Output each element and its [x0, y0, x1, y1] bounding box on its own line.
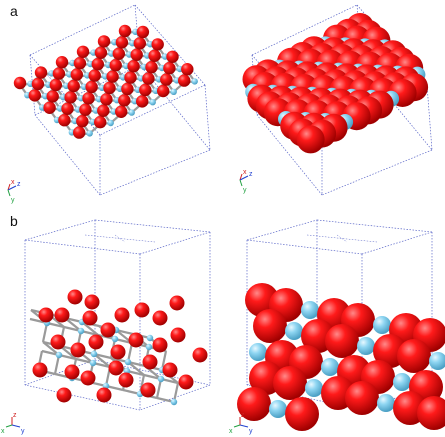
metal-atom [305, 379, 323, 397]
axis-triads [1, 169, 253, 435]
metal-atom [377, 394, 395, 412]
oxygen-atom [179, 375, 194, 390]
oxygen-atom [33, 363, 48, 378]
metal-atom [146, 344, 152, 350]
oxygen-atom [68, 80, 80, 92]
cell-edge [100, 150, 210, 195]
axis-label: y [11, 197, 15, 204]
oxygen-atom [181, 63, 193, 75]
cell-edge [337, 235, 347, 242]
cell-edge [322, 150, 432, 195]
oxygen-atom [273, 366, 307, 400]
cell-edge [247, 220, 317, 240]
axis-label: x [1, 428, 5, 435]
oxygen-atom [119, 373, 134, 388]
metal-atom [147, 335, 153, 341]
cell-edge [25, 220, 95, 240]
metal-atom [78, 328, 84, 334]
metal-atom [90, 360, 96, 366]
oxygen-atom [89, 69, 101, 81]
oxygen-atom [118, 94, 130, 106]
oxygen-atom [57, 388, 72, 403]
axis-label: x [11, 179, 15, 186]
oxygen-atom [111, 345, 126, 360]
axis-label: y [249, 428, 253, 435]
cell-edge [317, 220, 432, 232]
metal-atom [158, 376, 164, 382]
oxygen-atom [47, 90, 59, 102]
oxygen-atom [253, 309, 287, 343]
metal-atom [249, 343, 267, 361]
oxygen-atom [152, 38, 164, 50]
cell-edge [115, 235, 125, 242]
oxygen-atom [171, 328, 186, 343]
oxygen-atom [121, 83, 133, 95]
oxygen-atom [76, 115, 88, 127]
metal-atom [87, 130, 93, 136]
metal-atom [429, 352, 445, 370]
oxygen-atom [137, 26, 149, 38]
cell-edge [247, 240, 362, 254]
oxygen-atom [85, 295, 100, 310]
oxygen-atom [68, 290, 83, 305]
axis-label: z [17, 181, 21, 188]
metal-atom [91, 351, 97, 357]
cell-edge [95, 220, 210, 232]
oxygen-atom [39, 308, 54, 323]
oxygen-atom [43, 102, 55, 114]
metal-atom [171, 89, 177, 95]
oxygen-atom [113, 48, 125, 60]
oxygen-atom [297, 125, 325, 153]
oxygen-atom [141, 383, 156, 398]
metal-atom [125, 359, 131, 365]
oxygen-atom [97, 105, 109, 117]
metal-atom [393, 373, 411, 391]
oxygen-atom [325, 324, 359, 358]
oxygen-atom [153, 338, 168, 353]
oxygen-atom [142, 72, 154, 84]
oxygen-atom [61, 103, 73, 115]
oxygen-atom [81, 371, 96, 386]
oxygen-atom [166, 51, 178, 63]
oxygen-atom [79, 104, 91, 116]
metal-atom [357, 337, 375, 355]
metal-atom [285, 322, 303, 340]
axis-label: z [249, 171, 253, 178]
metal-atom [56, 352, 62, 358]
metal-atom [192, 78, 198, 84]
oxygen-atom [65, 365, 80, 380]
oxygen-atom [95, 47, 107, 59]
oxygen-atom [143, 355, 158, 370]
oxygen-atom [58, 114, 70, 126]
axis-label: y [243, 187, 247, 194]
oxygen-atom [135, 303, 150, 318]
oxygen-atom [53, 67, 65, 79]
cell-edge [140, 232, 210, 254]
oxygen-atom [101, 323, 116, 338]
oxygen-atom [119, 25, 131, 37]
oxygen-atom [153, 311, 168, 326]
oxygen-atom [64, 91, 76, 103]
atoms [14, 13, 445, 431]
axis-label: x [229, 428, 233, 435]
axis-line [240, 180, 242, 186]
oxygen-atom [163, 62, 175, 74]
cell-edge [427, 85, 432, 150]
axis-line [6, 425, 12, 427]
axis-line [240, 425, 248, 427]
oxygen-atom [148, 50, 160, 62]
oxygen-atom [56, 56, 68, 68]
oxygen-atom [193, 348, 208, 363]
metal-atom [112, 336, 118, 342]
metal-atom [171, 399, 177, 405]
oxygen-atom [285, 397, 319, 431]
oxygen-atom [139, 84, 151, 96]
oxygen-atom [134, 37, 146, 49]
axis-label: z [13, 412, 17, 419]
oxygen-atom [73, 126, 85, 138]
oxygen-atom [115, 106, 127, 118]
cell-edge [205, 85, 210, 150]
oxygen-atom [14, 77, 26, 89]
oxygen-atom [83, 311, 98, 326]
cell-edge [25, 240, 140, 254]
oxygen-atom [397, 339, 431, 373]
oxygen-atom [77, 46, 89, 58]
oxygen-atom [136, 95, 148, 107]
oxygen-atom [178, 74, 190, 86]
oxygen-atom [131, 49, 143, 61]
oxygen-atom [71, 68, 83, 80]
metal-atom [150, 99, 156, 105]
axis-line [12, 425, 20, 427]
oxygen-atom [97, 388, 112, 403]
metal-atom [129, 109, 135, 115]
axis-line [234, 425, 240, 427]
oxygen-atom [345, 381, 379, 415]
axis-label: z [241, 412, 245, 419]
oxygen-atom [124, 71, 136, 83]
oxygen-atom [35, 66, 47, 78]
oxygen-atom [109, 361, 124, 376]
oxygen-atom [94, 116, 106, 128]
axis-label: x [243, 169, 247, 176]
oxygen-atom [71, 343, 86, 358]
axis-label: y [21, 428, 25, 435]
oxygen-atom [82, 92, 94, 104]
oxygen-atom [116, 36, 128, 48]
oxygen-atom [55, 308, 70, 323]
oxygen-atom [115, 308, 130, 323]
oxygen-atom [160, 73, 172, 85]
oxygen-atom [100, 93, 112, 105]
oxygen-atom [145, 61, 157, 73]
oxygen-atom [98, 35, 110, 47]
oxygen-atom [170, 296, 185, 311]
metal-atom [269, 400, 287, 418]
panel-label-b: b [10, 213, 18, 229]
oxygen-atom [92, 58, 104, 70]
oxygen-atom [163, 363, 178, 378]
oxygen-atom [157, 85, 169, 97]
oxygen-atom [74, 57, 86, 69]
oxygen-atom [51, 335, 66, 350]
oxygen-atom [110, 59, 122, 71]
oxygen-atom [129, 333, 144, 348]
metal-atom [301, 301, 319, 319]
cell-edge [362, 232, 432, 254]
oxygen-atom [85, 81, 97, 93]
metal-atom [373, 316, 391, 334]
panel-label-a: a [10, 3, 18, 19]
oxygen-atom [103, 82, 115, 94]
oxygen-atom [32, 78, 44, 90]
axis-line [8, 190, 10, 196]
metal-atom [321, 358, 339, 376]
oxygen-atom [127, 60, 139, 72]
oxygen-atom [89, 335, 104, 350]
metal-atom [108, 120, 114, 126]
oxygen-atom [106, 70, 118, 82]
oxygen-atom [29, 89, 41, 101]
oxygen-atom [50, 79, 62, 91]
